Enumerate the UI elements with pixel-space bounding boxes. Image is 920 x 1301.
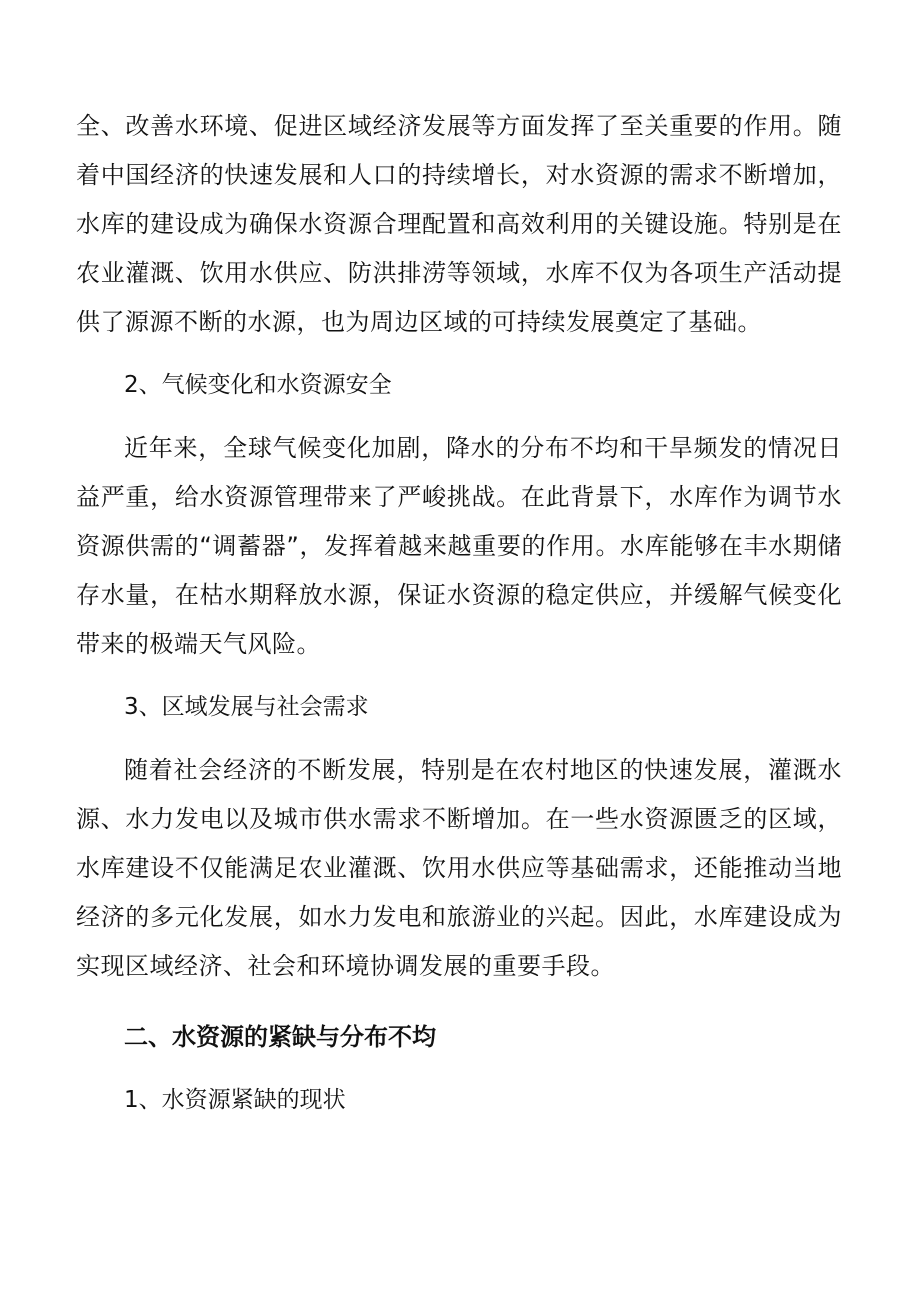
spacer <box>76 1062 842 1076</box>
spacer <box>76 347 842 361</box>
spacer <box>76 410 842 424</box>
spacer <box>76 732 842 746</box>
chapter-heading: 二、水资源的紧缺与分布不均 <box>124 1023 436 1051</box>
spacer <box>76 669 842 683</box>
section-heading-regional: 3、区域发展与社会需求 <box>124 694 369 720</box>
intro-paragraph: 全、改善水环境、促进区域经济发展等方面发挥了至关重要的作用。随着中国经济的快速发展和人口的持续增长，对水资源的需求不断增加，水库的建设成为确保水资源合理配置和高效利用的关键设施。特别是在农业灌溉、饮用水供应、防洪排涝等领域，水库不仅为各项生产活动提供了源源不断的水源，也为周边区域的可持续发展奠定了基础。 <box>76 112 842 336</box>
spacer <box>76 991 842 1013</box>
section-paragraph-climate: 近年来，全球气候变化加剧，降水的分布不均和干旱频发的情况日益严重，给水资源管理带来了严峻挑战。在此背景下，水库作为调节水资源供需的“调蓄器”，发挥着越来越重要的作用。水库能够在丰水期储存水量，在枯水期释放水源，保证水资源的稳定供应，并缓解气候变化带来的极端天气风险。 <box>76 434 842 658</box>
document-page <box>76 102 842 1125</box>
chapter-subheading: 1、水资源紧缺的现状 <box>124 1087 346 1113</box>
section-heading-climate: 2、气候变化和水资源安全 <box>124 372 392 398</box>
section-paragraph-regional: 随着社会经济的不断发展，特别是在农村地区的快速发展，灌溉水源、水力发电以及城市供水需求不断增加。在一些水资源匮乏的区域，水库建设不仅能满足农业灌溉、饮用水供应等基础需求，还能推动当地经济的多元化发展，如水力发电和旅游业的兴起。因此，水库建设成为实现区域经济、社会和环境协调发展的重要手段。 <box>76 756 842 980</box>
